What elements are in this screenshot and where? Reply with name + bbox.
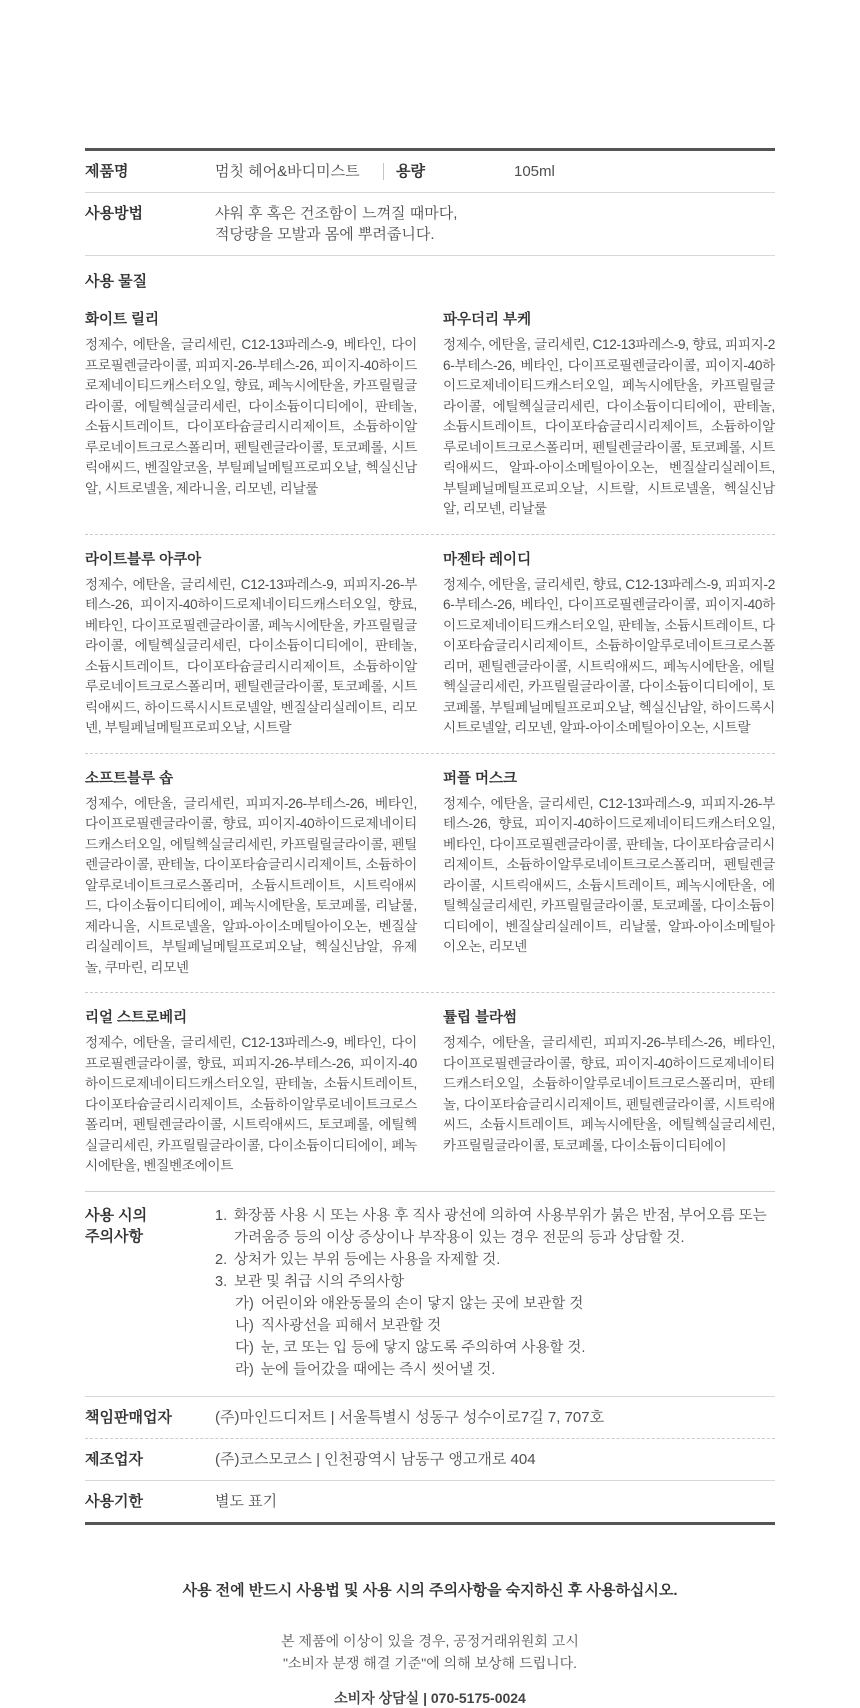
ingredient-block-softblue-soap xyxy=(85,767,417,979)
precautions-label xyxy=(85,1205,215,1247)
precaution-subitem xyxy=(215,1337,775,1359)
usage-label: 사용방법 xyxy=(85,205,143,222)
expiry-value: 별도 표기 xyxy=(215,1492,278,1510)
footer xyxy=(85,1579,775,1708)
ingredient-title: 파우더리 부케 xyxy=(443,312,532,328)
precautions-label-line-1: 사용 시의 xyxy=(85,1206,148,1224)
precaution-item xyxy=(215,1249,775,1271)
precaution-subtext: 눈에 들어갔을 때에는 즉시 씻어낼 것. xyxy=(261,1361,496,1378)
product-name-row xyxy=(85,151,775,193)
precaution-subitem xyxy=(215,1359,775,1381)
precaution-subnumber: 나) xyxy=(235,1317,254,1334)
ingredient-title: 퍼플 머스크 xyxy=(443,770,518,787)
ingredient-title: 리얼 스트로베리 xyxy=(85,1010,188,1026)
precaution-number: 3. xyxy=(215,1273,228,1290)
volume-label: 용량 xyxy=(396,163,425,180)
precaution-subitem xyxy=(215,1315,775,1337)
ingredient-text: 정제수, 에탄올, 글리세린, C12-13파레스-9, 베타인, 다이프로필렌글라이콜, 피피지-26-부테스-26, 피이지-40하이드로제네이티드캐스터오일, 향료, 페녹시에탄올, 카프릴릴글라이콜, 에틸헥실글리세린, 다이소듐이디티에이, 판테놀, 소듐시트레이트, 다이포타슘글리시리제이트, 소듐하이알루로네이트크로스폴리머, 펜틸렌글라이콜, 토코페롤, 시트릭애씨드, 벤질알코올, 부틸페닐메틸프로피오날, 헥실신남알, 시트로넬올, 제라니올, 리모넨, 리날룰 xyxy=(85,337,417,496)
footer-compensation-line-1: 본 제품에 이상이 있을 경우, 공정거래위원회 고시 xyxy=(281,1632,579,1649)
precaution-subnumber: 가) xyxy=(235,1295,254,1312)
precaution-item xyxy=(215,1271,775,1293)
ingredient-title: 튤립 블라썸 xyxy=(443,1010,518,1026)
precautions-row xyxy=(85,1191,775,1397)
product-spec-table xyxy=(85,148,775,1525)
precaution-subtext: 어린이와 애완동물의 손이 닿지 않는 곳에 보관할 것 xyxy=(261,1295,584,1312)
precaution-text: 화장품 사용 시 또는 사용 후 직사 광선에 의하여 사용부위가 붉은 반점, 부어오름 또는 가려움증 등의 이상 증상이나 부작용이 있는 경우 전문의 등과 상담할 것. xyxy=(234,1207,767,1246)
ingredient-block-real-strawberry xyxy=(85,1006,417,1177)
ingredient-pair-4 xyxy=(85,993,775,1191)
ingredient-block-powdery-bouquet xyxy=(443,308,775,520)
precaution-number: 2. xyxy=(215,1251,228,1268)
seller-value: (주)마인드디저트 | 서울특별시 성동구 성수이로7길 7, 707호 xyxy=(215,1408,605,1426)
expiry-label: 사용기한 xyxy=(85,1492,143,1510)
ingredient-title: 화이트 릴리 xyxy=(85,312,160,328)
ingredient-title: 마젠타 레이디 xyxy=(443,551,532,568)
manufacturer-label: 제조업자 xyxy=(85,1450,143,1468)
usage-line-1: 샤워 후 혹은 건조함이 느껴질 때마다, xyxy=(215,205,458,222)
ingredient-title: 라이트블루 아쿠아 xyxy=(85,551,202,568)
ingredient-block-tulip-blossom xyxy=(443,1006,775,1177)
footer-compensation-line-2: "소비자 분쟁 해결 기준"에 의해 보상해 드립니다. xyxy=(282,1654,578,1671)
precautions-label-line-2: 주의사항 xyxy=(85,1227,143,1245)
ingredients-section-title: 사용 물질 xyxy=(85,273,148,290)
usage-row xyxy=(85,193,775,256)
seller-label: 책임판매업자 xyxy=(85,1408,172,1426)
footer-contact: 소비자 상담실 | 070-5175-0024 xyxy=(334,1689,526,1706)
ingredient-text: 정제수, 에탄올, 글리세린, 피피지-26-부테스-26, 베타인, 다이프로필렌글라이콜, 향료, 피이지-40하이드로제네이티드캐스터오일, 에틸헥실글리세린, 카프릴릴글라이콜, 펜틸렌글라이콜, 판테놀, 다이포타슘글리시리제이트, 소듐하이알루로네이트크로스폴리머, 소듐시트레이트, 시트릭애씨드, 다이소듐이디티에이, 페녹시에탄올, 토코페롤, 리날룰, 제라니올, 시트로넬올, 알파-아이소메틸아이오논, 벤질살리실레이트, 부틸페닐메틸프로피오날, 헥실신남알, 유제놀, 쿠마린, 리모넨 xyxy=(85,795,417,975)
product-name-label: 제품명 xyxy=(85,163,129,180)
manufacturer-value: (주)코스모코스 | 인천광역시 남동구 앵고개로 404 xyxy=(215,1450,536,1468)
ingredient-text: 정제수, 에탄올, 글리세린, 피피지-26-부테스-26, 베타인, 다이프로필렌글라이콜, 향료, 피이지-40하이드로제네이티드캐스터오일, 소듐하이알루로네이트크로스폴리머, 판테놀, 다이포타슘글리시리제이트, 펜틸렌글라이콜, 시트릭애씨드, 소듐시트레이트, 페녹시에탄올, 에틸헥실글리세린, 카프릴릴글라이콜, 토코페롤, 다이소듐이디티에이 xyxy=(443,1035,775,1153)
precaution-subnumber: 다) xyxy=(235,1339,254,1356)
precautions-content xyxy=(215,1205,775,1381)
volume-value: 105ml xyxy=(514,163,555,180)
ingredient-text: 정제수, 에탄올, 글리세린, C12-13파레스-9, 피피지-26-부테스-26, 피이지-40하이드로제네이티드캐스터오일, 향료, 베타인, 다이프로필렌글라이콜, 페녹시에탄올, 카프릴릴글라이콜, 에틸헥실글리세린, 다이소듐이디티에이, 판테놀, 소듐시트레이트, 다이포타슘글리시리제이트, 소듐하이알루로네이트크로스폴리머, 펜틸렌글라이콜, 토코페롤, 시트릭애씨드, 하이드록시시트로넬알, 벤질살리실레이트, 리모넨, 부틸페닐메틸프로피오날, 시트랄 xyxy=(85,576,417,735)
ingredient-block-magenta-lady xyxy=(443,548,775,739)
precaution-item xyxy=(215,1205,775,1249)
ingredient-text: 정제수, 에탄올, 글리세린, C12-13파레스-9, 베타인, 다이프로필렌글라이콜, 향료, 피피지-26-부테스-26, 피이지-40하이드로제네이티드캐스터오일, 판테놀, 소듐시트레이트, 다이포타슘글리시리제이트, 소듐하이알루로네이트크로스폴리머, 펜틸렌글라이콜, 시트릭애씨드, 토코페롤, 에틸헥실글리세린, 카프릴릴글라이콜, 다이소듐이디티에이, 페녹시에탄올, 벤질벤조에이트 xyxy=(85,1035,417,1173)
footer-usage-notice: 사용 전에 반드시 사용법 및 사용 시의 주의사항을 숙지하신 후 사용하십시오. xyxy=(182,1581,678,1599)
seller-row xyxy=(85,1397,775,1439)
precaution-subnumber: 라) xyxy=(235,1361,254,1378)
usage-text xyxy=(215,203,457,245)
precaution-subtext: 직사광선을 피해서 보관할 것 xyxy=(261,1317,442,1334)
expiry-row xyxy=(85,1481,775,1525)
ingredient-pair-3 xyxy=(85,754,775,994)
precaution-number: 1. xyxy=(215,1207,228,1224)
ingredient-pair-1 xyxy=(85,295,775,535)
vertical-divider xyxy=(383,163,384,180)
precaution-subtext: 눈, 코 또는 입 등에 닿지 않도록 주의하여 사용할 것. xyxy=(261,1339,586,1356)
product-info-page xyxy=(85,0,775,1708)
ingredient-text: 정제수, 에탄올, 글리세린, C12-13파레스-9, 향료, 피피지-26-부테스-26, 베타인, 다이프로필렌글라이콜, 피이지-40하이드로제네이티드캐스터오일, 페녹시에탄올, 카프릴릴글라이콜, 에틸헥실글리세린, 다이소듐이디티에이, 판테놀, 소듐시트레이트, 다이포타슘글리시리제이트, 소듐하이알루로네이트크로스폴리머, 펜틸렌글라이콜, 토코페롤, 시트릭애씨드, 알파-아이소메틸아이오논, 벤질살리실레이트, 부틸페닐메틸프로피오날, 시트랄, 시트로넬올, 헥실신남알, 리모넨, 리날룰 xyxy=(443,337,775,516)
manufacturer-row xyxy=(85,1439,775,1481)
ingredient-text: 정제수, 에탄올, 글리세린, C12-13파레스-9, 피피지-26-부테스-26, 향료, 피이지-40하이드로제네이티드캐스터오일, 베타인, 다이프로필렌글라이콜, 판테놀, 다이포타슘글리시리제이트, 소듐하이알루로네이트크로스폴리머, 펜틸렌글라이콜, 시트릭애씨드, 소듐시트레이트, 페녹시에탄올, 에틸헥실글리세린, 카프릴릴글라이콜, 토코페롤, 다이소듐이디티에이, 벤질살리실레이트, 리날룰, 알파-아이소메틸아이오논, 리모넨 xyxy=(443,795,775,954)
ingredient-title: 소프트블루 솝 xyxy=(85,770,174,787)
ingredient-block-purple-musk xyxy=(443,767,775,979)
ingredient-pair-2 xyxy=(85,535,775,754)
ingredient-block-white-lily xyxy=(85,308,417,520)
ingredient-block-lightblue-aqua xyxy=(85,548,417,739)
usage-line-2: 적당량을 모발과 몸에 뿌려줍니다. xyxy=(215,226,435,243)
precaution-text: 상처가 있는 부위 등에는 사용을 자제할 것. xyxy=(234,1251,501,1268)
precaution-text: 보관 및 취급 시의 주의사항 xyxy=(234,1273,405,1290)
ingredient-text: 정제수, 에탄올, 글리세린, 향료, C12-13파레스-9, 피피지-26-부테스-26, 베타인, 다이프로필렌글라이콜, 피이지-40하이드로제네이티드캐스터오일, 판테놀, 소듐시트레이트, 다이포타슘글리시리제이트, 소듐하이알루로네이트크로스폴리머, 펜틸렌글라이콜, 시트릭애씨드, 페녹시에탄올, 에틸헥실글리세린, 카프릴릴글라이콜, 다이소듐이디티에이, 토코페롤, 부틸페닐메틸프로피오날, 헥실신남알, 하이드록시시트로넬알, 리모넨, 알파-아이소메틸아이오논, 시트랄 xyxy=(443,576,775,735)
product-name-value: 멈칫 헤어&바디미스트 xyxy=(215,163,360,180)
precaution-subitem xyxy=(215,1293,775,1315)
